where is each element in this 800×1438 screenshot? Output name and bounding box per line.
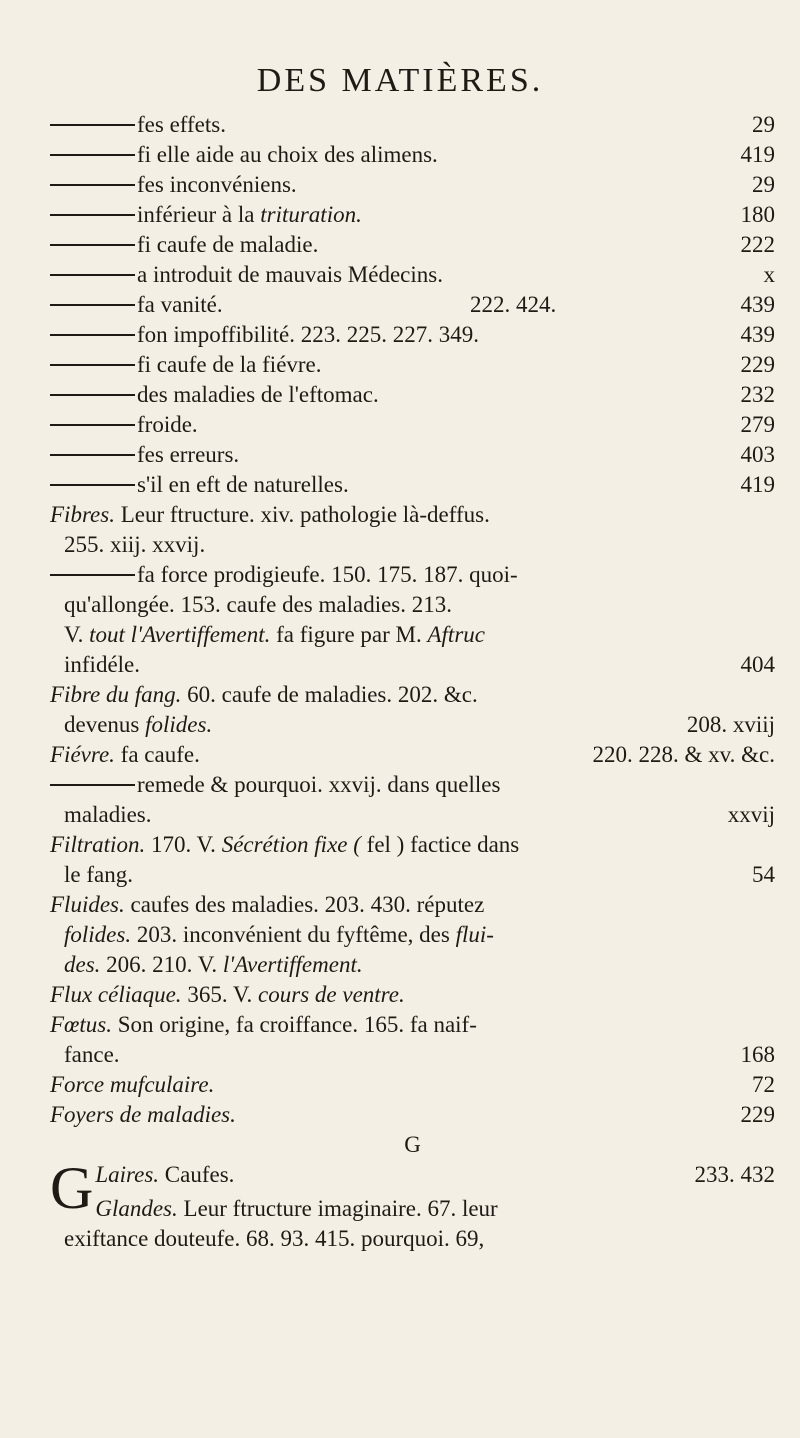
entry-text: G bbox=[404, 1132, 421, 1157]
page-number: 419 bbox=[740, 472, 775, 497]
entry-reference: Sécrétion fixe ( bbox=[221, 832, 361, 857]
entry-heading: Force mufculaire. bbox=[50, 1072, 215, 1097]
ditto-dash bbox=[50, 424, 135, 426]
page-number: x bbox=[763, 262, 775, 287]
page-number: 29 bbox=[752, 172, 775, 197]
entry-heading: Fibre du fang. bbox=[50, 682, 182, 707]
index-line bbox=[50, 740, 775, 770]
index-line bbox=[50, 800, 775, 830]
index-line bbox=[50, 140, 775, 170]
entry-text: 203. inconvénient du fyftême, des bbox=[131, 922, 456, 947]
page-number: xxvij bbox=[727, 802, 775, 827]
index-line bbox=[50, 410, 775, 440]
entry-text: 60. caufe de maladies. 202. &c. bbox=[181, 682, 478, 707]
entry-text: fa caufe. bbox=[114, 742, 200, 767]
entry-text: remede & pourquoi. xxvij. dans quelles bbox=[137, 772, 501, 797]
entry-reference: trituration. bbox=[260, 202, 362, 227]
ditto-dash bbox=[50, 454, 135, 456]
index-line bbox=[50, 290, 775, 320]
page-number: 180 bbox=[740, 202, 775, 227]
page-number: 168 bbox=[740, 1042, 775, 1067]
ditto-dash bbox=[50, 214, 135, 216]
entry-text: caufes des maladies. 203. 430. réputez bbox=[124, 892, 485, 917]
index-line bbox=[50, 230, 775, 260]
entry-text: fi elle aide au choix des alimens. bbox=[137, 142, 438, 167]
ditto-dash bbox=[50, 784, 135, 786]
entry-heading: Flux céliaque. bbox=[50, 982, 182, 1007]
entry-reference: cours de ventre. bbox=[258, 982, 405, 1007]
entry-text: inférieur à la bbox=[137, 202, 261, 227]
entry-text: V. bbox=[64, 622, 90, 647]
entry-heading: Filtration. bbox=[50, 832, 146, 857]
index-line bbox=[50, 170, 775, 200]
page-number: 54 bbox=[752, 862, 775, 887]
entry-text: 365. V. bbox=[181, 982, 259, 1007]
page-header: DES MATIÈRES. bbox=[256, 62, 544, 99]
ditto-dash bbox=[50, 304, 135, 306]
entry-heading: des. bbox=[64, 952, 101, 977]
entry-text: 206. 210. V. bbox=[100, 952, 223, 977]
page-number: 29 bbox=[752, 112, 775, 137]
entry-text: s'il en eft de naturelles. bbox=[137, 472, 349, 497]
entry-text: Caufes. bbox=[159, 1162, 235, 1187]
entry-text: infidéle. bbox=[64, 652, 140, 677]
entry-text: des maladies de l'eftomac. bbox=[137, 382, 379, 407]
entry-heading: Laires. bbox=[95, 1162, 160, 1187]
entry-text: fel ) factice dans bbox=[360, 832, 520, 857]
index-line bbox=[50, 560, 775, 590]
entry-text: fa vanité. bbox=[137, 292, 223, 317]
page-number: 439 bbox=[740, 322, 775, 347]
index-line bbox=[50, 1130, 775, 1160]
entry-text: fon impoffibilité. 223. 225. 227. 349. bbox=[137, 322, 480, 347]
index-line bbox=[50, 110, 775, 140]
entry-text: fance. bbox=[64, 1042, 120, 1067]
page-refs: 222. 424. bbox=[470, 292, 557, 317]
entry-reference: Aftruc bbox=[427, 622, 485, 647]
index-line bbox=[50, 830, 775, 860]
entry-heading: Glandes. bbox=[95, 1196, 178, 1221]
entry-heading: Fœtus. bbox=[50, 1012, 112, 1037]
page-number: 233. 432 bbox=[694, 1162, 775, 1187]
page-number: 229 bbox=[740, 352, 775, 377]
ditto-dash bbox=[50, 274, 135, 276]
ditto-dash bbox=[50, 484, 135, 486]
entry-text: fes inconvéniens. bbox=[137, 172, 297, 197]
ditto-dash bbox=[50, 184, 135, 186]
entry-text: fi caufe de la fiévre. bbox=[137, 352, 322, 377]
entry-text: fa figure par M. bbox=[270, 622, 428, 647]
entry-text: 170. V. bbox=[145, 832, 222, 857]
index-line bbox=[50, 920, 775, 950]
index-line bbox=[50, 470, 775, 500]
index-line bbox=[50, 260, 775, 290]
index-line bbox=[50, 1194, 775, 1224]
entry-text: exiftance douteufe. 68. 93. 415. pourquoi. 69, bbox=[64, 1226, 485, 1251]
entry-text: fes erreurs. bbox=[137, 442, 240, 467]
entry-reference: flui- bbox=[455, 922, 494, 947]
ditto-dash bbox=[50, 574, 135, 576]
index-line bbox=[50, 1040, 775, 1070]
index-line bbox=[50, 770, 775, 800]
page-number: 419 bbox=[740, 142, 775, 167]
page-number: 232 bbox=[740, 382, 775, 407]
page-number: 229 bbox=[740, 1102, 775, 1127]
index-line bbox=[50, 950, 775, 980]
ditto-dash bbox=[50, 124, 135, 126]
entry-text: 255. xiij. xxvij. bbox=[64, 532, 206, 557]
index-line bbox=[50, 860, 775, 890]
ditto-dash bbox=[50, 364, 135, 366]
index-line bbox=[50, 980, 775, 1010]
index-line bbox=[50, 320, 775, 350]
index-line bbox=[50, 680, 775, 710]
index-line bbox=[50, 530, 775, 560]
entry-heading: Foyers de maladies. bbox=[50, 1102, 236, 1127]
index-line bbox=[50, 710, 775, 740]
index-line bbox=[50, 1100, 775, 1130]
entry-text: froide. bbox=[137, 412, 198, 437]
page-number: 279 bbox=[740, 412, 775, 437]
ditto-dash bbox=[50, 244, 135, 246]
entry-text: Leur ftructure. xiv. pathologie là-deffus. bbox=[114, 502, 490, 527]
entry-reference: folides. bbox=[145, 712, 213, 737]
entry-text: fes effets. bbox=[137, 112, 226, 137]
page-number: 404 bbox=[740, 652, 775, 677]
index-line bbox=[50, 1010, 775, 1040]
index-line bbox=[50, 1070, 775, 1100]
entry-heading: Fibres. bbox=[50, 502, 115, 527]
entry-heading: Fluides. bbox=[50, 892, 125, 917]
page-number: 72 bbox=[752, 1072, 775, 1097]
index-line bbox=[50, 650, 775, 680]
index-line bbox=[50, 590, 775, 620]
entry-text: a introduit de mauvais Médecins. bbox=[137, 262, 443, 287]
ditto-dash bbox=[50, 334, 135, 336]
index-line bbox=[50, 350, 775, 380]
entry-text: devenus bbox=[64, 712, 146, 737]
index-line bbox=[50, 620, 775, 650]
page-number: 403 bbox=[740, 442, 775, 467]
index-line bbox=[50, 890, 775, 920]
entry-reference: tout l'Avertiffement. bbox=[89, 622, 271, 647]
index-entries bbox=[50, 110, 775, 1254]
ditto-dash bbox=[50, 394, 135, 396]
entry-text: maladies. bbox=[64, 802, 152, 827]
drop-cap-letter: G bbox=[50, 1155, 94, 1221]
page-number: 220. 228. & xv. &c. bbox=[592, 742, 775, 767]
page-number: 222 bbox=[740, 232, 775, 257]
entry-heading: Fiévre. bbox=[50, 742, 115, 767]
index-line bbox=[50, 380, 775, 410]
entry-text: qu'allongée. 153. caufe des maladies. 213. bbox=[64, 592, 452, 617]
entry-text: Son origine, fa croiffance. 165. fa naif- bbox=[111, 1012, 477, 1037]
index-line bbox=[50, 1224, 775, 1254]
entry-reference: l'Avertiffement. bbox=[222, 952, 363, 977]
entry-heading: folides. bbox=[64, 922, 132, 947]
index-line bbox=[50, 500, 775, 530]
page-number: 439 bbox=[740, 292, 775, 317]
ditto-dash bbox=[50, 154, 135, 156]
page-number: 208. xviij bbox=[686, 712, 775, 737]
index-line bbox=[50, 440, 775, 470]
index-line bbox=[50, 200, 775, 230]
entry-text: Leur ftructure imaginaire. 67. leur bbox=[177, 1196, 498, 1221]
entry-text: fi caufe de maladie. bbox=[137, 232, 319, 257]
entry-text: fa force prodigieufe. 150. 175. 187. quoi- bbox=[137, 562, 518, 587]
entry-text: le fang. bbox=[64, 862, 133, 887]
